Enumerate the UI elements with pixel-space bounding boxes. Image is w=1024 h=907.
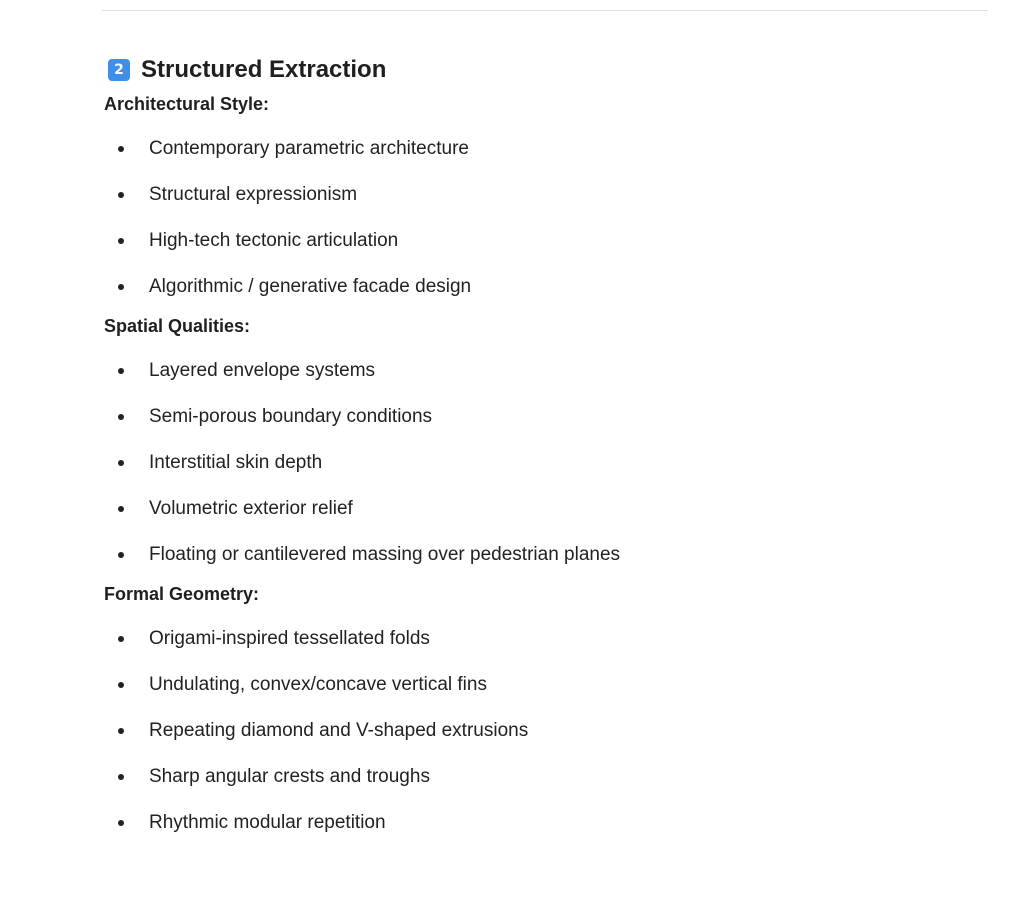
response-content — [104, 54, 984, 846]
list-item — [104, 486, 984, 532]
bullet-icon — [118, 774, 124, 780]
keycap-number-icon: 2 — [108, 59, 130, 81]
bullet-icon — [118, 192, 124, 198]
group-formal-geometry — [104, 582, 984, 846]
list-item-text: Rhythmic modular repetition — [149, 812, 386, 833]
bullet-icon — [118, 820, 124, 826]
list-item — [104, 348, 984, 394]
bullet-list — [104, 348, 984, 578]
group-spatial-qualities — [104, 314, 984, 578]
list-item-text: Undulating, convex/concave vertical fins — [149, 674, 487, 695]
list-item-text: Contemporary parametric architecture — [149, 138, 469, 159]
bullet-icon — [118, 728, 124, 734]
group-architectural-style — [104, 92, 984, 310]
bullet-icon — [118, 238, 124, 244]
list-item — [104, 616, 984, 662]
list-item-text: Sharp angular crests and troughs — [149, 766, 430, 787]
list-item-text: Floating or cantilevered massing over pedestrian planes — [149, 544, 621, 565]
bullet-icon — [118, 146, 124, 152]
list-item-text: Interstitial skin depth — [149, 452, 323, 473]
section-title: Structured Extraction — [141, 56, 387, 83]
list-item-text: Repeating diamond and V-shaped extrusions — [149, 720, 529, 741]
list-item — [104, 172, 984, 218]
list-item — [104, 532, 984, 578]
group-heading: Architectural Style: — [104, 94, 270, 114]
top-divider — [102, 10, 988, 11]
list-item-text: Semi-porous boundary conditions — [149, 406, 433, 427]
list-item — [104, 662, 984, 708]
group-heading: Spatial Qualities: — [104, 316, 251, 336]
bullet-icon — [118, 414, 124, 420]
list-item-text: High-tech tectonic articulation — [149, 230, 399, 251]
list-item — [104, 218, 984, 264]
bullet-list — [104, 616, 984, 846]
list-item-text: Origami-inspired tessellated folds — [149, 628, 430, 649]
list-item-text: Layered envelope systems — [149, 360, 376, 381]
list-item — [104, 800, 984, 846]
list-item-text: Structural expressionism — [149, 184, 358, 205]
list-item — [104, 440, 984, 486]
list-item — [104, 754, 984, 800]
bullet-icon — [118, 284, 124, 290]
bullet-icon — [118, 460, 124, 466]
bullet-icon — [118, 506, 124, 512]
list-item — [104, 264, 984, 310]
group-heading: Formal Geometry: — [104, 584, 260, 604]
bullet-list — [104, 126, 984, 310]
bullet-icon — [118, 552, 124, 558]
section-heading — [104, 54, 984, 86]
list-item-text: Algorithmic / generative facade design — [149, 276, 472, 297]
bullet-icon — [118, 636, 124, 642]
bullet-icon — [118, 368, 124, 374]
list-item-text: Volumetric exterior relief — [149, 498, 353, 519]
list-item — [104, 394, 984, 440]
list-item — [104, 126, 984, 172]
list-item — [104, 708, 984, 754]
bullet-icon — [118, 682, 124, 688]
